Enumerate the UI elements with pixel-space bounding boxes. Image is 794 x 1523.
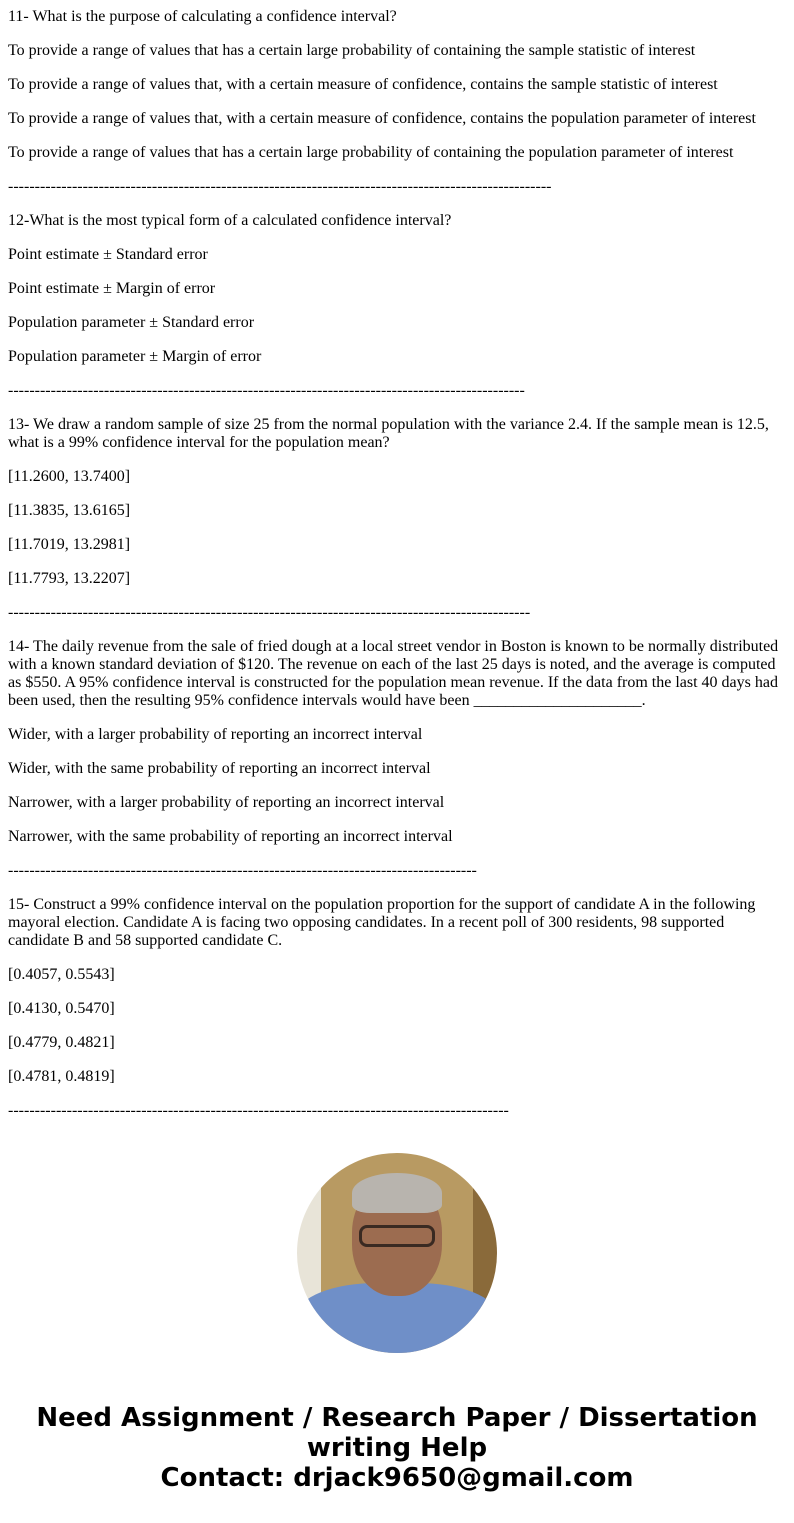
question-text: 15- Construct a 99% confidence interval on the population proportion for the support of candidate A in the following mayoral election. Candidate A is facing two opposing candidates. In a recent poll of 300 residents, 98 supported candidate B and 58 supported candidate C. xyxy=(8,896,756,949)
footer-contact: Contact: drjack9650@gmail.com xyxy=(160,1463,634,1493)
answer-option: Wider, with a larger probability of reporting an incorrect interval xyxy=(8,726,423,743)
footer-headline: Need Assignment / Research Paper / Dissertation writing Help xyxy=(36,1403,758,1463)
separator-line: ------------------------------------------------------------------------------------------------------ xyxy=(8,178,552,195)
answer-option: To provide a range of values that, with a certain measure of confidence, contains the sample statistic of interest xyxy=(8,76,718,93)
answer-option: To provide a range of values that, with a certain measure of confidence, contains the population parameter of interest xyxy=(8,110,756,127)
answer-option: To provide a range of values that has a certain large probability of containing the sample statistic of interest xyxy=(8,42,696,59)
answer-option: [0.4130, 0.5470] xyxy=(8,1000,115,1017)
question-text: 11- What is the purpose of calculating a confidence interval? xyxy=(8,8,397,25)
answer-option: [0.4779, 0.4821] xyxy=(8,1034,115,1051)
contact-footer xyxy=(0,1403,794,1493)
answer-option: Wider, with the same probability of reporting an incorrect interval xyxy=(8,760,431,777)
answer-option: To provide a range of values that has a certain large probability of containing the population parameter of interest xyxy=(8,144,734,161)
answer-option: [11.7793, 13.2207] xyxy=(8,570,131,587)
answer-option: [11.7019, 13.2981] xyxy=(8,536,131,553)
answer-option: Narrower, with a larger probability of reporting an incorrect interval xyxy=(8,794,445,811)
portrait-hair xyxy=(352,1173,442,1213)
answer-option: [0.4781, 0.4819] xyxy=(8,1068,115,1085)
author-portrait xyxy=(297,1153,497,1353)
answer-option: Point estimate ± Standard error xyxy=(8,246,208,263)
answer-option: Population parameter ± Margin of error xyxy=(8,348,262,365)
portrait-glasses xyxy=(359,1225,435,1247)
answer-option: [0.4057, 0.5543] xyxy=(8,966,115,983)
answer-option: Population parameter ± Standard error xyxy=(8,314,255,331)
separator-line: ------------------------------------------------------------------------------------------------- xyxy=(8,382,525,399)
answer-option: Point estimate ± Margin of error xyxy=(8,280,216,297)
answer-option: [11.2600, 13.7400] xyxy=(8,468,131,485)
separator-line: ---------------------------------------------------------------------------------------- xyxy=(8,862,477,879)
answer-option: Narrower, with the same probability of reporting an incorrect interval xyxy=(8,828,453,845)
question-text: 14- The daily revenue from the sale of fried dough at a local street vendor in Boston is known to be normally distributed with a known standard deviation of $120. The revenue on each of the last 25 days is noted, and the average is computed as $550. A 95% confidence interval is constructed for the population mean revenue. If the data from the last 40 days had been used, then the resulting 95% confidence intervals would have been _____________________. xyxy=(8,638,779,709)
answer-option: [11.3835, 13.6165] xyxy=(8,502,131,519)
separator-line: ---------------------------------------------------------------------------------------------- xyxy=(8,1102,509,1119)
question-text: 13- We draw a random sample of size 25 from the normal population with the variance 2.4. If the sample mean is 12.5, what is a 99% confidence interval for the population mean? xyxy=(8,416,769,451)
question-text: 12-What is the most typical form of a calculated confidence interval? xyxy=(8,212,452,229)
separator-line: -------------------------------------------------------------------------------------------------- xyxy=(8,604,531,621)
